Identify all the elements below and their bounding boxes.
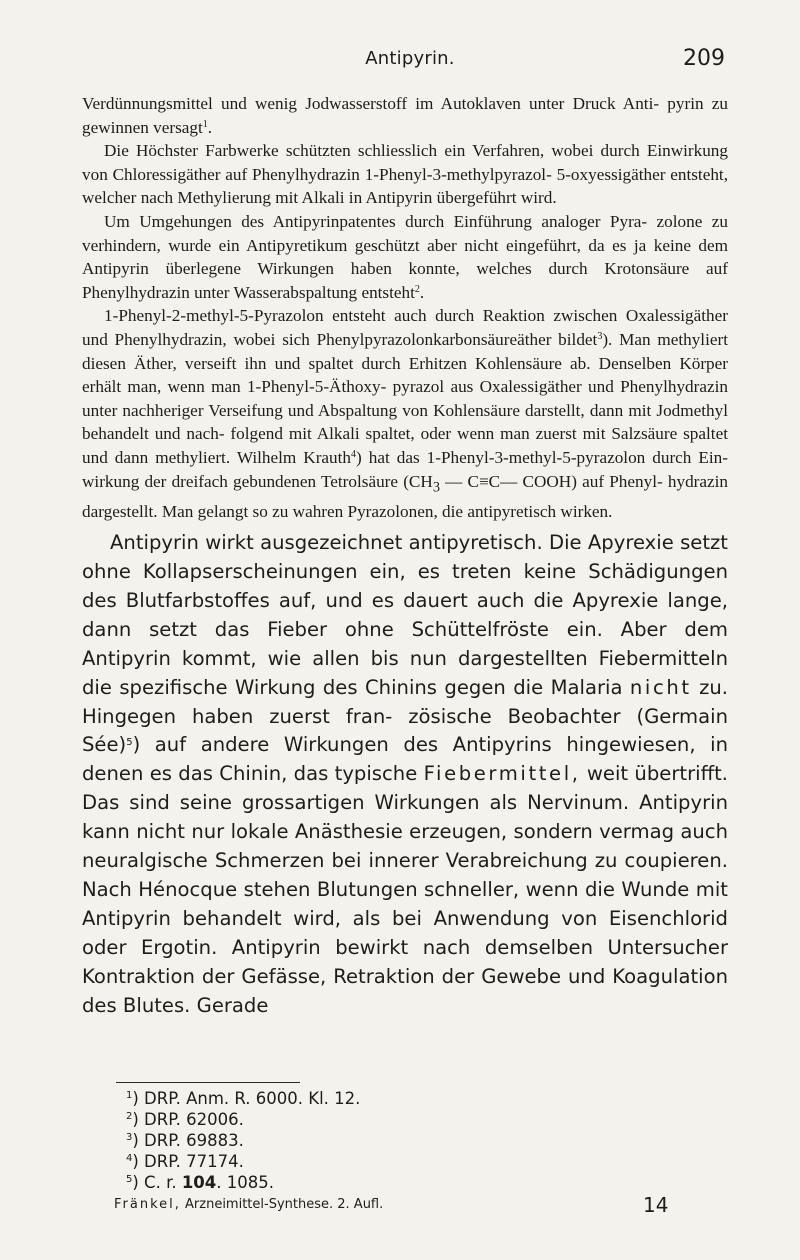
text-run: . xyxy=(207,117,213,137)
footnote-number: 5 xyxy=(126,1174,133,1185)
footnote-text: ) DRP. 77174. xyxy=(132,1152,244,1171)
emphasis-spaced: Fiebermittel, xyxy=(423,762,581,786)
footnote-ref[interactable]: 2 xyxy=(414,283,420,295)
footnote-text: ) DRP. Anm. R. 6000. Kl. 12. xyxy=(132,1089,361,1108)
text-run: ). Man methyliert diesen Äther, verseift ihn und spaltet durch Erhitzen Kohlensäure ab. Denselben Körper erhält man, wenn man 1-Phenyl-5-Äthoxy- pyrazol aus Oxalessigäther und Phenylhydrazin unter nachheriger Verseifung und Abspaltung von Kohlensäure darstellt, dann mit Jodmethyl behandelt und nach- folgend mit Alkali spaltet, oder wenn man zuerst mit Salzsäure spaltet und dann methyliert. Wilhelm Krauth xyxy=(82,329,728,467)
footnote-ref[interactable]: 3 xyxy=(597,330,603,342)
footnote-text: ) DRP. 62006. xyxy=(132,1110,244,1129)
footnote xyxy=(126,1130,686,1151)
main-text xyxy=(82,92,728,1021)
text-run: ) auf andere Wirkungen des Antipyrins hingewiesen, in denen es das Chinin, das typische xyxy=(82,733,728,786)
text-run: Um Umgehungen des Antipyrinpatentes durch Einführung analoger Pyra- zolone zu verhindern, wurde ein Antipyretikum geschützt aber nicht eingeführt, da es ja keine dem Antipyrin überlegene Wirkungen haben konnte, welches durch Krotonsäure auf Phenylhydrazin unter Wasserabspaltung entsteht xyxy=(82,211,728,302)
text-run: Antipyrin wirkt ausgezeichnet antipyretisch. Die Apyrexie setzt ohne Kollapserscheinungen ein, es treten keine Schädigungen des Blutfarbstoffes auf, und es dauert auch die Apyrexie lange, dann setzt das Fieber ohne Schüttelfröste ein. Aber dem Antipyrin kommt, wie allen bis nun dargestellten Fiebermitteln die spezifische Wirkung des Chinins gegen die Malaria xyxy=(82,531,728,699)
footnote xyxy=(126,1151,686,1172)
emphasis-spaced: nicht xyxy=(629,675,692,699)
footnote xyxy=(126,1109,686,1130)
running-title: Antipyrin. xyxy=(365,48,455,69)
footer-author: Fränkel, xyxy=(114,1197,181,1212)
text-run: 1-Phenyl-2-methyl-5-Pyrazolon entsteht auch durch Reaktion zwischen Oxalessigäther und Phenylhydrazin, wobei sich Phenylpyrazolonkarbonsäureäther bildet xyxy=(82,306,728,349)
paragraph-1 xyxy=(82,92,728,139)
footnote-ref[interactable]: 1 xyxy=(202,118,208,130)
footnote-number: 1 xyxy=(126,1090,133,1101)
footnotes xyxy=(126,1088,686,1193)
footer-work: Arzneimittel-Synthese. 2. Aufl. xyxy=(180,1197,384,1212)
text-run: Verdünnungsmittel und wenig Jodwasserstoff im Autoklaven unter Druck Anti- pyrin zu gewinnen versagt xyxy=(82,94,728,137)
paragraph-5-large-print xyxy=(82,529,728,1020)
paragraph-4 xyxy=(82,304,728,523)
volume-number: 104 xyxy=(181,1173,217,1192)
text-run: Die Höchster Farbwerke schützten schliesslich ein Verfahren, wobei durch Einwirkung von Chloressigäther auf Phenylhydrazin 1-Phenyl-3-methylpyrazol- 5-oxyessigäther entsteht, welcher nach Methylierung mit Alkali in Antipyrin übergeführt wird. xyxy=(82,141,728,208)
text-run: weit übertrifft. Das sind seine grossartigen Wirkungen als Nervinum. Antipyrin kann nicht nur lokale Anästhesie erzeugen, sondern vermag auch neuralgische Schmerzen bei innerer Verabreichung zu coupieren. Nach Hénocque stehen Blutungen schneller, wenn die Wunde mit Antipyrin behandelt wird, als bei Anwendung von Eisenchlorid oder Ergotin. Antipyrin bewirkt nach demselben Untersucher Kontraktion der Gefässe, Retraktion der Gewebe und Koagulation des Blutes. Gerade xyxy=(82,762,728,1017)
footnote-number: 3 xyxy=(126,1132,133,1143)
footnote-number: 4 xyxy=(126,1153,133,1164)
signature-mark: 14 xyxy=(643,1193,669,1217)
footnote-ref[interactable]: 5 xyxy=(126,737,133,749)
text-run: — C≡C— COOH) auf Phenyl- hydrazin dargestellt. Man gelangt so zu wahren Pyrazolonen, die antipyretisch wirken. xyxy=(82,471,729,521)
footnote xyxy=(126,1088,686,1109)
subscript: 3 xyxy=(432,478,440,495)
footnote-ref[interactable]: 4 xyxy=(351,448,357,460)
paragraph-2 xyxy=(82,139,728,210)
footnote-text: ) DRP. 69883. xyxy=(132,1131,244,1150)
text-run: . xyxy=(419,282,425,302)
footnote-divider xyxy=(116,1082,300,1083)
paragraph-3 xyxy=(82,210,728,304)
page-number: 209 xyxy=(683,46,725,71)
footnote xyxy=(126,1172,686,1193)
page-header xyxy=(95,48,725,78)
text-run: zu. Hingegen haben zuerst fran- zösische Beobachter (Germain Sée) xyxy=(82,675,728,757)
footnote-number: 2 xyxy=(126,1111,133,1122)
footnote-text: ) C. r. xyxy=(132,1173,182,1192)
text-run: ) hat das 1-Phenyl-3-methyl-5-pyrazolon durch Ein- wirkung der dreifach gebundenen Tetrolsäure (CH xyxy=(82,447,728,491)
footnote-text: . 1085. xyxy=(216,1173,275,1192)
page-footer xyxy=(114,1197,654,1212)
